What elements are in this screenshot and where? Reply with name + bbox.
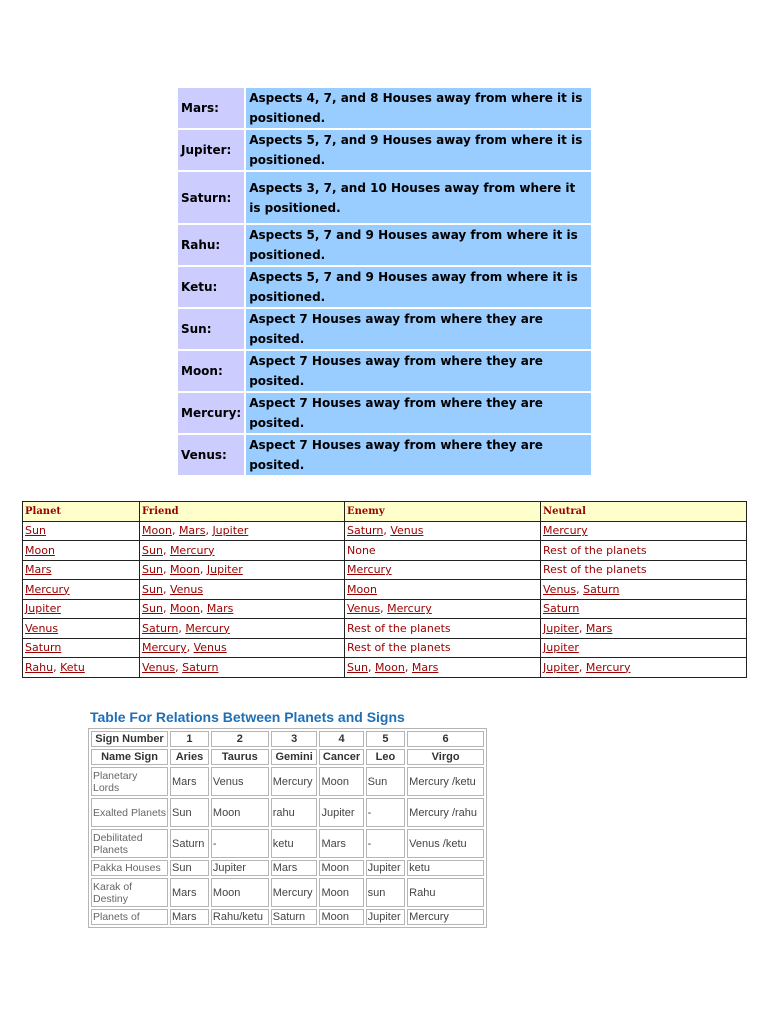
relations-row xyxy=(91,909,484,925)
planet-link-mars[interactable]: Mars xyxy=(206,602,234,616)
relations-cell: Moon xyxy=(211,878,269,907)
relations-cell: - xyxy=(211,829,269,858)
planet-link-moon[interactable]: Moon xyxy=(25,543,55,557)
planet-link-jupiter[interactable]: Jupiter xyxy=(543,660,579,674)
planet-link-mercury[interactable]: Mercury xyxy=(185,621,230,635)
friendship-neutral-cell xyxy=(541,521,747,541)
aspect-row xyxy=(178,309,591,349)
planet-link-sun[interactable]: Sun xyxy=(142,543,163,557)
friendship-text: Rest of the planets xyxy=(347,641,451,655)
aspect-description: Aspects 5, 7, and 9 Houses away from where it is positioned. xyxy=(244,130,591,170)
friendship-enemy-cell xyxy=(345,580,541,600)
relations-cell: Mercury xyxy=(407,909,484,925)
relations-row-label: Planetary Lords xyxy=(91,767,168,796)
friendship-planet-cell xyxy=(23,521,140,541)
relations-row-label: Debilitated Planets xyxy=(91,829,168,858)
aspect-description: Aspects 3, 7, and 10 Houses away from where it is positioned. xyxy=(244,172,591,223)
relations-cell: Mars xyxy=(319,829,363,858)
friendship-neutral-cell xyxy=(541,599,747,619)
friendship-header xyxy=(23,502,747,522)
aspect-description: Aspects 4, 7, and 8 Houses away from where it is positioned. xyxy=(244,88,591,128)
aspect-description: Aspect 7 Houses away from where they are posited. xyxy=(244,393,591,433)
relations-cell: Moon xyxy=(319,860,363,876)
planet-link-rahu[interactable]: Rahu xyxy=(25,660,54,674)
friendship-planet-cell xyxy=(23,599,140,619)
friendship-friend-cell: Mercury, Venus xyxy=(140,638,345,658)
planet-link-jupiter[interactable]: Jupiter xyxy=(543,641,579,655)
planet-link-mercury[interactable]: Mercury xyxy=(585,660,631,674)
planet-sign-relations-table xyxy=(88,728,487,928)
friendship-friend-cell: Sun, Mercury xyxy=(140,541,345,561)
name-sign-row xyxy=(91,749,484,765)
planet-link-moon[interactable]: Moon xyxy=(169,602,200,616)
aspect-row xyxy=(178,130,591,170)
sign-number-label: Sign Number xyxy=(91,731,168,747)
planet-link-venus[interactable]: Venus xyxy=(347,602,381,616)
name-sign-cell: Gemini xyxy=(271,749,318,765)
sign-number-cell: 2 xyxy=(211,731,269,747)
planet-link-ketu[interactable]: Ketu xyxy=(60,660,85,674)
relations-cell: Moon xyxy=(319,909,363,925)
name-sign-cell: Taurus xyxy=(211,749,269,765)
friendship-neutral-cell: Venus, Saturn xyxy=(541,580,747,600)
aspect-planet: Sun: xyxy=(178,309,244,349)
planet-aspects-table xyxy=(178,86,591,477)
planet-link-sun[interactable]: Sun xyxy=(25,524,46,538)
relations-cell: Mars xyxy=(170,767,209,796)
friendship-friend-cell: Moon, Mars, Jupiter xyxy=(140,521,345,541)
aspect-planet: Saturn: xyxy=(178,172,244,223)
relations-table-title: Table For Relations Between Planets and Signs xyxy=(90,709,405,725)
planet-link-venus[interactable]: Venus xyxy=(193,641,227,655)
header-neutral: Neutral xyxy=(541,502,747,522)
planet-link-mercury[interactable]: Mercury xyxy=(25,582,70,596)
planet-link-venus[interactable]: Venus xyxy=(390,524,424,538)
aspect-row xyxy=(178,267,591,307)
friendship-text: None xyxy=(347,543,376,557)
relations-row xyxy=(91,878,484,907)
planet-link-mercury[interactable]: Mercury xyxy=(142,641,187,655)
aspect-planet: Moon: xyxy=(178,351,244,391)
planet-link-venus[interactable]: Venus xyxy=(25,621,59,635)
friendship-planet-cell xyxy=(23,619,140,639)
relations-cell: Jupiter xyxy=(319,798,363,827)
aspect-description: Aspect 7 Houses away from where they are posited. xyxy=(244,435,591,475)
relations-cell: Mars xyxy=(271,860,318,876)
friendship-planet-cell xyxy=(23,560,140,580)
relations-body xyxy=(91,731,484,925)
planet-friendship-table xyxy=(22,501,747,678)
friendship-header-row xyxy=(23,502,747,522)
aspect-description: Aspects 5, 7 and 9 Houses away from where it is positioned. xyxy=(244,267,591,307)
planet-link-mercury[interactable]: Mercury xyxy=(543,524,588,538)
relations-row-label: Planets of xyxy=(91,909,168,925)
friendship-neutral-cell xyxy=(541,541,747,561)
relations-row xyxy=(91,860,484,876)
aspect-row xyxy=(178,435,591,475)
aspects-body xyxy=(178,88,591,475)
friendship-friend-cell: Venus, Saturn xyxy=(140,658,345,678)
planet-link-venus[interactable]: Venus xyxy=(543,582,577,596)
friendship-row xyxy=(23,521,747,541)
aspect-description: Aspect 7 Houses away from where they are posited. xyxy=(244,351,591,391)
friendship-enemy-cell xyxy=(345,619,541,639)
relations-cell: Mars xyxy=(170,909,209,925)
sign-number-cell: 6 xyxy=(407,731,484,747)
friendship-enemy-cell xyxy=(345,638,541,658)
relations-cell: Mercury /rahu xyxy=(407,798,484,827)
friendship-row xyxy=(23,658,747,678)
header-friend: Friend xyxy=(140,502,345,522)
sign-number-cell: 1 xyxy=(170,731,209,747)
planet-link-jupiter[interactable]: Jupiter xyxy=(543,621,579,635)
planet-link-jupiter[interactable]: Jupiter xyxy=(212,524,249,538)
relations-row xyxy=(91,829,484,858)
aspect-planet: Mars: xyxy=(178,88,244,128)
relations-row-label: Karak of Destiny xyxy=(91,878,168,907)
planet-link-mercury[interactable]: Mercury xyxy=(169,543,215,557)
relations-cell: - xyxy=(366,829,406,858)
relations-cell: Rahu/ketu xyxy=(211,909,269,925)
friendship-friend-cell: Sun, Venus xyxy=(140,580,345,600)
planet-link-mercury[interactable]: Mercury xyxy=(347,563,392,577)
sign-number-cell: 5 xyxy=(366,731,406,747)
relations-cell: Saturn xyxy=(271,909,318,925)
relations-cell: ketu xyxy=(407,860,484,876)
friendship-text: Rest of the planets xyxy=(543,543,647,557)
name-sign-cell: Cancer xyxy=(319,749,363,765)
planet-link-saturn[interactable]: Saturn xyxy=(347,524,384,538)
relations-cell: - xyxy=(366,798,406,827)
name-sign-cell: Aries xyxy=(170,749,209,765)
relations-cell: Mercury xyxy=(271,767,318,796)
aspect-planet: Jupiter: xyxy=(178,130,244,170)
friendship-row xyxy=(23,599,747,619)
planet-link-sun[interactable]: Sun xyxy=(347,660,368,674)
relations-cell: Moon xyxy=(211,798,269,827)
planet-link-mercury[interactable]: Mercury xyxy=(387,602,432,616)
relations-cell: sun xyxy=(366,878,406,907)
aspect-row xyxy=(178,225,591,265)
friendship-row xyxy=(23,560,747,580)
aspect-description: Aspects 5, 7 and 9 Houses away from where it is positioned. xyxy=(244,225,591,265)
aspect-planet: Venus: xyxy=(178,435,244,475)
header-enemy: Enemy xyxy=(345,502,541,522)
relations-cell: rahu xyxy=(271,798,318,827)
planet-link-saturn[interactable]: Saturn xyxy=(182,660,219,674)
planet-link-moon[interactable]: Moon xyxy=(347,582,377,596)
relations-cell: Mercury xyxy=(271,878,318,907)
friendship-enemy-cell: Venus, Mercury xyxy=(345,599,541,619)
friendship-enemy-cell xyxy=(345,541,541,561)
relations-cell: ketu xyxy=(271,829,318,858)
planet-link-jupiter[interactable]: Jupiter xyxy=(25,602,61,616)
planet-link-saturn[interactable]: Saturn xyxy=(142,621,179,635)
planet-link-sun[interactable]: Sun xyxy=(142,602,163,616)
friendship-neutral-cell xyxy=(541,638,747,658)
relations-cell: Jupiter xyxy=(366,860,406,876)
sign-number-row xyxy=(91,731,484,747)
planet-link-moon[interactable]: Moon xyxy=(142,524,172,538)
planet-link-moon[interactable]: Moon xyxy=(169,563,200,577)
aspect-planet: Mercury: xyxy=(178,393,244,433)
relations-cell: Venus /ketu xyxy=(407,829,484,858)
header-planet: Planet xyxy=(23,502,140,522)
relations-cell: Moon xyxy=(319,767,363,796)
planet-link-venus[interactable]: Venus xyxy=(169,582,204,596)
aspect-planet: Rahu: xyxy=(178,225,244,265)
relations-cell: Mars xyxy=(170,878,209,907)
relations-row xyxy=(91,767,484,796)
friendship-planet-cell xyxy=(23,638,140,658)
aspect-row xyxy=(178,172,591,223)
sign-number-cell: 3 xyxy=(271,731,318,747)
relations-cell: Sun xyxy=(170,860,209,876)
planet-link-saturn[interactable]: Saturn xyxy=(583,582,620,596)
planet-link-sun[interactable]: Sun xyxy=(142,563,163,577)
friendship-neutral-cell: Jupiter, Mercury xyxy=(541,658,747,678)
friendship-row xyxy=(23,541,747,561)
friendship-planet-cell: Rahu, Ketu xyxy=(23,658,140,678)
aspect-row xyxy=(178,393,591,433)
relations-cell: Venus xyxy=(211,767,269,796)
name-sign-cell: Virgo xyxy=(407,749,484,765)
relations-cell: Sun xyxy=(366,767,406,796)
aspect-description: Aspect 7 Houses away from where they are posited. xyxy=(244,309,591,349)
planet-link-mars[interactable]: Mars xyxy=(178,524,206,538)
friendship-neutral-cell xyxy=(541,560,747,580)
friendship-text: Rest of the planets xyxy=(347,621,451,635)
friendship-friend-cell: Saturn, Mercury xyxy=(140,619,345,639)
relations-row-label: Pakka Houses xyxy=(91,860,168,876)
friendship-row xyxy=(23,619,747,639)
planet-link-mars[interactable]: Mars xyxy=(411,660,439,674)
name-sign-cell: Leo xyxy=(366,749,406,765)
planet-link-jupiter[interactable]: Jupiter xyxy=(206,563,243,577)
relations-cell: Rahu xyxy=(407,878,484,907)
friendship-enemy-cell xyxy=(345,560,541,580)
friendship-planet-cell xyxy=(23,541,140,561)
planet-link-saturn[interactable]: Saturn xyxy=(543,602,580,616)
planet-link-mars[interactable]: Mars xyxy=(25,563,52,577)
friendship-friend-cell: Sun, Moon, Mars xyxy=(140,599,345,619)
friendship-neutral-cell: Jupiter, Mars xyxy=(541,619,747,639)
friendship-friend-cell: Sun, Moon, Jupiter xyxy=(140,560,345,580)
sign-number-cell: 4 xyxy=(319,731,363,747)
planet-link-venus[interactable]: Venus xyxy=(142,660,176,674)
planet-link-sun[interactable]: Sun xyxy=(142,582,163,596)
relations-row-label: Exalted Planets xyxy=(91,798,168,827)
planet-link-saturn[interactable]: Saturn xyxy=(25,641,62,655)
friendship-row xyxy=(23,638,747,658)
relations-cell: Saturn xyxy=(170,829,209,858)
friendship-planet-cell xyxy=(23,580,140,600)
planet-link-mars[interactable]: Mars xyxy=(585,621,613,635)
aspect-planet: Ketu: xyxy=(178,267,244,307)
aspect-row xyxy=(178,351,591,391)
relations-cell: Jupiter xyxy=(366,909,406,925)
relations-cell: Moon xyxy=(319,878,363,907)
friendship-text: Rest of the planets xyxy=(543,563,647,577)
name-sign-label: Name Sign xyxy=(91,749,168,765)
relations-cell: Sun xyxy=(170,798,209,827)
relations-cell: Jupiter xyxy=(211,860,269,876)
friendship-enemy-cell: Saturn, Venus xyxy=(345,521,541,541)
relations-cell: Mercury /ketu xyxy=(407,767,484,796)
relations-row xyxy=(91,798,484,827)
friendship-body xyxy=(23,521,747,677)
planet-link-moon[interactable]: Moon xyxy=(374,660,405,674)
friendship-enemy-cell: Sun, Moon, Mars xyxy=(345,658,541,678)
friendship-row xyxy=(23,580,747,600)
aspect-row xyxy=(178,88,591,128)
